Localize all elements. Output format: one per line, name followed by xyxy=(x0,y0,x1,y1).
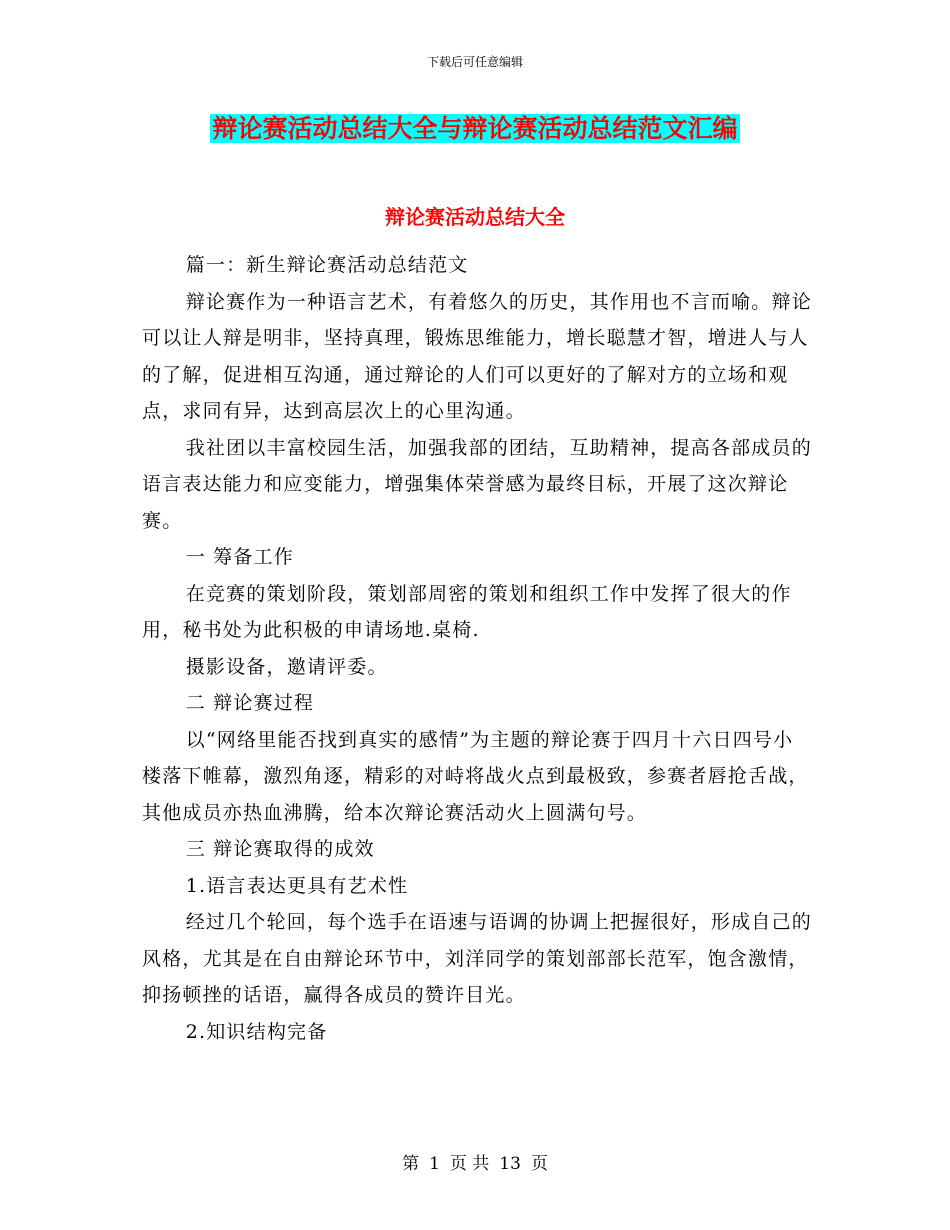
main-title-text: 辩论赛活动总结大全与辩论赛活动总结范文汇编 xyxy=(212,114,738,143)
paragraph-11: 经过几个轮回，每个选手在语速与语调的协调上把握很好，形成自己的风格，尤其是在自由辩论环节中，刘洋同学的策划部部长范军，饱含激情，抑扬顿挫的话语，赢得各成员的赞许目光。 xyxy=(142,911,812,1006)
main-title xyxy=(0,112,950,146)
paragraph-2: 辩论赛作为一种语言艺术，有着悠久的历史，其作用也不言而喻。辩论可以让人辩是明非，坚持真理，锻炼思维能力，增长聪慧才智，增进人与人的了解，促进相互沟通，通过辩论的人们可以更好的了解对方的立场和观点，求同有异，达到高层次上的心里沟通。 xyxy=(142,290,812,422)
footer-middle: 页 共 xyxy=(449,1154,490,1174)
paragraph-1: 篇一：新生辩论赛活动总结范文 xyxy=(185,254,469,276)
paragraph-7: 二 辩论赛过程 xyxy=(185,692,315,714)
paragraph-6: 摄影设备，邀请评委。 xyxy=(185,655,388,678)
paragraph-12: 2.知识结构完备 xyxy=(185,1020,328,1043)
footer-page-number: 1 xyxy=(429,1154,440,1174)
paragraph-8: 以“网络里能否找到真实的感情”为主题的辩论赛于四月十六日四号小楼落下帷幕，激烈角逐，精彩的对峙将战火点到最极致，参赛者唇抢舌战，其他成员亦热血沸腾，给本次辩论赛活动火上圆满句号。 xyxy=(142,728,809,824)
section-title: 辩论赛活动总结大全 xyxy=(385,205,565,229)
paragraph-4: 一 筹备工作 xyxy=(185,546,294,568)
footer-suffix: 页 xyxy=(530,1154,548,1174)
paragraph-3: 我社团以丰富校园生活，加强我部的团结，互助精神，提高各部成员的语言表达能力和应变能力，增强集体荣誉感为最终目标，开展了这次辩论赛。 xyxy=(142,436,812,532)
paragraph-5: 在竞赛的策划阶段，策划部周密的策划和组织工作中发挥了很大的作用，秘书处为此积极的申请场地.桌椅. xyxy=(142,582,792,641)
footer-total-pages: 13 xyxy=(499,1154,521,1174)
body-text xyxy=(142,247,812,1050)
paragraph-9: 三 辩论赛取得的成效 xyxy=(185,838,375,860)
footer-prefix: 第 xyxy=(402,1154,420,1174)
header-note: 下载后可任意编辑 xyxy=(426,55,523,69)
paragraph-10: 1.语言表达更具有艺术性 xyxy=(185,874,409,897)
page-footer xyxy=(0,1152,950,1176)
